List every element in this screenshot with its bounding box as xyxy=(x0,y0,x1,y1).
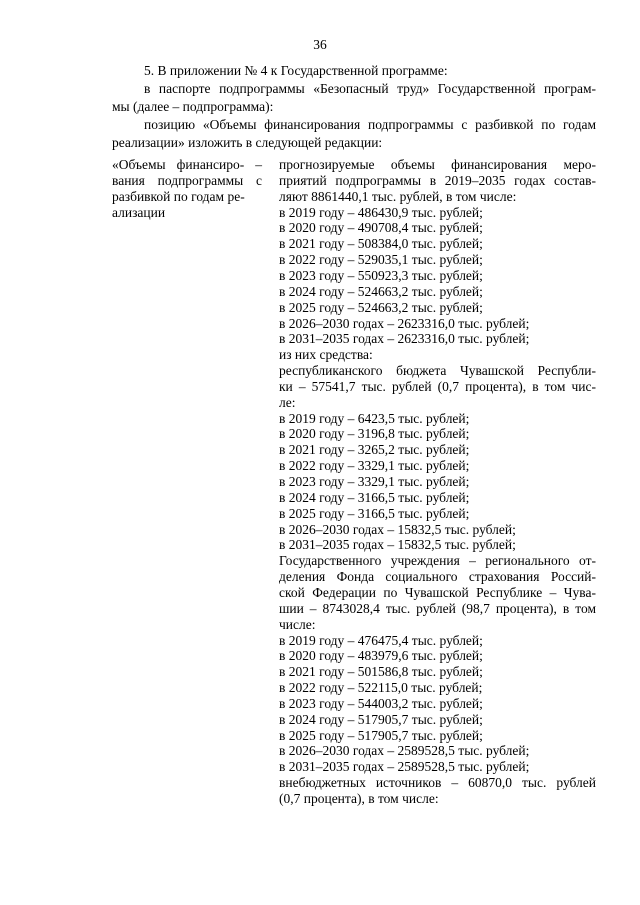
right-column-line: в 2031–2035 годах – 15832,5 тыс. рублей; xyxy=(279,537,516,553)
right-column-line: прогнозируемые объемы финансирования меро- xyxy=(279,157,596,172)
right-column-line: ляют 8861440,1 тыс. рублей, в том числе: xyxy=(279,188,517,204)
right-column-line: в 2019 году – 486430,9 тыс. рублей; xyxy=(279,204,483,220)
right-column-line: в 2020 году – 483979,6 тыс. рублей; xyxy=(279,648,483,664)
right-column-line: в 2024 году – 524663,2 тыс. рублей; xyxy=(279,283,483,299)
right-column-line: ки – 57541,7 тыс. рублей (0,7 процента), в том чис- xyxy=(279,378,596,394)
intro-line: реализации» изложить в следующей редакции: xyxy=(112,135,383,150)
right-column-line: Государственного учреждения – регионального от- xyxy=(279,553,596,569)
right-column-line: в 2023 году – 544003,2 тыс. рублей; xyxy=(279,695,483,711)
right-column-line: в 2025 году – 517905,7 тыс. рублей; xyxy=(279,727,483,743)
right-column-line: в 2031–2035 годах – 2589528,5 тыс. рублей; xyxy=(279,759,530,775)
left-column-line: вания подпрограммы с xyxy=(112,172,262,188)
page-number: 36 xyxy=(313,37,327,52)
right-column-line: в 2031–2035 годах – 2623316,0 тыс. рублей; xyxy=(279,331,530,347)
right-column-line: в 2019 году – 476475,4 тыс. рублей; xyxy=(279,632,483,648)
right-column-line: приятий подпрограммы в 2019–2035 годах состав- xyxy=(279,172,596,188)
right-column-line: республиканского бюджета Чувашской Республи- xyxy=(279,363,596,379)
right-column-line: в 2021 году – 501586,8 тыс. рублей; xyxy=(279,664,483,680)
right-column-line: в 2020 году – 490708,4 тыс. рублей; xyxy=(279,220,483,236)
intro-line: 5. В приложении № 4 к Государственной программе: xyxy=(144,63,448,78)
right-column-line: в 2022 году – 522115,0 тыс. рублей; xyxy=(279,680,483,696)
right-column-line: в 2021 году – 508384,0 тыс. рублей; xyxy=(279,236,483,252)
right-column-line: в 2020 году – 3196,8 тыс. рублей; xyxy=(279,426,470,442)
left-column-line: разбивкой по годам ре- xyxy=(112,188,245,204)
right-column-line: в 2023 году – 550923,3 тыс. рублей; xyxy=(279,267,483,283)
intro-line: позицию «Объемы финансирования подпрограммы с разбивкой по годам xyxy=(144,117,596,132)
right-column-line: ле: xyxy=(279,394,296,410)
intro-line: в паспорте подпрограммы «Безопасный труд» Государственной програм- xyxy=(144,81,596,96)
right-column-line: в 2026–2030 годах – 2623316,0 тыс. рублей; xyxy=(279,315,530,331)
right-column-line: в 2024 году – 3166,5 тыс. рублей; xyxy=(279,489,470,505)
right-column-line: в 2022 году – 3329,1 тыс. рублей; xyxy=(279,458,470,474)
left-column-line: «Объемы финансиро- – xyxy=(112,157,262,172)
right-column-line: деления Фонда социального страхования Россий- xyxy=(279,569,596,585)
right-column-line: в 2021 году – 3265,2 тыс. рублей; xyxy=(279,442,470,458)
left-column-line: ализации xyxy=(112,204,166,220)
right-column-line: из них средства: xyxy=(279,347,373,363)
right-column-line: числе: xyxy=(279,616,316,632)
right-column-line: в 2025 году – 3166,5 тыс. рублей; xyxy=(279,505,470,521)
right-column-line: (0,7 процента), в том числе: xyxy=(279,791,439,806)
right-column-line: шии – 8743028,4 тыс. рублей (98,7 процента), в том xyxy=(279,600,596,616)
right-column-line: в 2023 году – 3329,1 тыс. рублей; xyxy=(279,474,470,489)
right-column-line: ской Федерации по Чувашской Республике – Чува- xyxy=(279,584,596,600)
right-column-line: в 2019 году – 6423,5 тыс. рублей; xyxy=(279,410,470,426)
right-column-line: в 2026–2030 годах – 15832,5 тыс. рублей; xyxy=(279,521,516,537)
intro-line: мы (далее – подпрограмма): xyxy=(112,99,274,114)
right-column-line: в 2026–2030 годах – 2589528,5 тыс. рублей; xyxy=(279,743,530,759)
right-column-line: в 2025 году – 524663,2 тыс. рублей; xyxy=(279,299,483,315)
right-column-line: в 2022 году – 529035,1 тыс. рублей; xyxy=(279,252,483,268)
right-column-line: в 2024 году – 517905,7 тыс. рублей; xyxy=(279,711,483,727)
right-column-line: внебюджетных источников – 60870,0 тыс. рублей xyxy=(279,775,596,791)
